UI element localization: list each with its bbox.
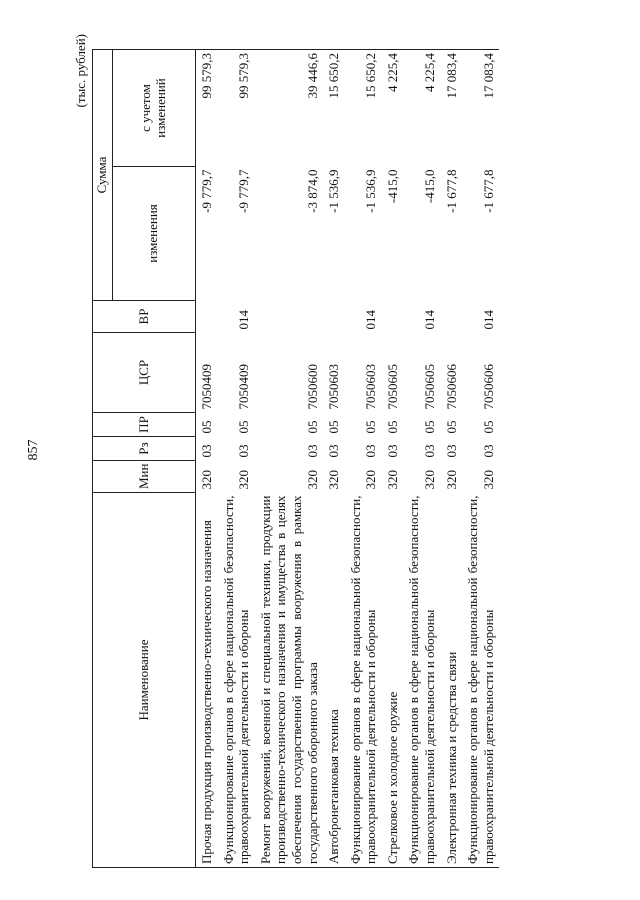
- cell-csr: 7050603: [363, 364, 379, 410]
- cell-with-change: 39 446,6: [255, 50, 323, 167]
- cell-pr: 05: [304, 420, 320, 434]
- cell-pr: 05: [363, 420, 379, 434]
- cell-pr: 05: [422, 420, 438, 434]
- cell-min: 320: [304, 470, 320, 490]
- cell-with-change: 4 225,4: [403, 50, 440, 167]
- cell-with-change: 17 083,4: [441, 50, 463, 167]
- cell-vr: 014: [363, 310, 379, 330]
- cell-change: -1 536,9: [326, 169, 342, 213]
- table-header: [93, 50, 196, 868]
- cell-min: 320: [443, 470, 459, 490]
- budget-table: [92, 49, 499, 868]
- cell-vr: 014: [480, 310, 496, 330]
- cell-name: Функционирование органов в сфере национальной безопасности, правоохранительной деятельности и обороны: [345, 493, 382, 868]
- cell-rz: 03: [480, 444, 496, 458]
- cell-change: -1 677,8: [480, 169, 496, 213]
- table-row: [195, 50, 217, 868]
- cell-change: -1 536,9: [363, 169, 379, 213]
- table-body: [195, 50, 499, 868]
- cell-vr: 014: [236, 310, 252, 330]
- cell-with-change: 15 650,2: [323, 50, 345, 167]
- cell-pr: 05: [443, 420, 459, 434]
- cell-rz: 03: [198, 444, 214, 458]
- cell-csr: 7050606: [443, 364, 459, 410]
- cell-with-change: 99 579,3: [218, 50, 255, 167]
- table-row: [255, 50, 323, 868]
- cell-name: Стрелковое и холодное оружие: [382, 493, 404, 868]
- cell-min: 320: [363, 470, 379, 490]
- header-pr: ПР: [93, 413, 196, 437]
- cell-min: 320: [384, 470, 400, 490]
- cell-pr: 05: [480, 420, 496, 434]
- cell-csr: 7050409: [236, 364, 252, 410]
- header-rz: Рз: [93, 437, 196, 461]
- cell-vr: [255, 301, 323, 333]
- cell-rz: 03: [384, 444, 400, 458]
- cell-change: -9 779,7: [198, 169, 214, 213]
- cell-rz: 03: [422, 444, 438, 458]
- cell-min: 320: [422, 470, 438, 490]
- cell-with-change: 17 083,4: [462, 50, 499, 167]
- cell-pr: 05: [326, 420, 342, 434]
- cell-csr: 7050603: [326, 364, 342, 410]
- cell-vr: [323, 301, 345, 333]
- cell-change: -3 874,0: [304, 169, 320, 213]
- cell-vr: [382, 301, 404, 333]
- cell-change: -415,0: [422, 169, 438, 204]
- cell-name: Прочая продукция производственно-технического назначения: [195, 493, 217, 868]
- header-sum-group: Сумма: [93, 50, 113, 301]
- cell-rz: 03: [443, 444, 459, 458]
- cell-csr: 7050606: [480, 364, 496, 410]
- cell-rz: 03: [304, 444, 320, 458]
- header-with-change: с учетом изменений: [112, 50, 195, 167]
- cell-change: -9 779,7: [236, 169, 252, 213]
- cell-pr: 05: [236, 420, 252, 434]
- header-min: Мин: [93, 461, 196, 493]
- cell-pr: 05: [198, 420, 214, 434]
- cell-with-change: 15 650,2: [345, 50, 382, 167]
- table-row: [462, 50, 499, 868]
- cell-vr: [195, 301, 217, 333]
- table-row: [345, 50, 382, 868]
- cell-min: 320: [236, 470, 252, 490]
- header-change: изменения: [112, 167, 195, 301]
- table-row: [441, 50, 463, 868]
- cell-csr: 7050605: [422, 364, 438, 410]
- cell-name: Функционирование органов в сфере национальной безопасности, правоохранительной деятельности и обороны: [218, 493, 255, 868]
- cell-change: -1 677,8: [443, 169, 459, 213]
- cell-with-change: 4 225,4: [382, 50, 404, 167]
- cell-csr: 7050605: [384, 364, 400, 410]
- cell-rz: 03: [326, 444, 342, 458]
- cell-csr: 7050409: [198, 364, 214, 410]
- cell-pr: 05: [384, 420, 400, 434]
- cell-csr: 7050600: [304, 364, 320, 410]
- cell-name: Функционирование органов в сфере национальной безопасности, правоохранительной деятельности и обороны: [462, 493, 499, 868]
- cell-min: 320: [480, 470, 496, 490]
- unit-note: (тыс. рублей): [73, 34, 88, 108]
- cell-name: Функционирование органов в сфере национальной безопасности, правоохранительной деятельности и обороны: [403, 493, 440, 868]
- cell-change: -415,0: [384, 169, 400, 204]
- table-row: [218, 50, 255, 868]
- cell-vr: 014: [422, 310, 438, 330]
- table-row: [403, 50, 440, 868]
- cell-with-change: 99 579,3: [195, 50, 217, 167]
- cell-min: 320: [198, 470, 214, 490]
- cell-name: Ремонт вооружений, военной и специальной техники, продукции производственно-технического назначения и имущества в целях обеспечения государственной программы вооружения в рамках государственного оборонного заказа: [255, 493, 323, 868]
- header-csr: ЦСР: [93, 333, 196, 413]
- header-vr: ВР: [93, 301, 196, 333]
- page-number: 857: [26, 439, 41, 461]
- cell-min: 320: [326, 470, 342, 490]
- cell-name: Электронная техника и средства связи: [441, 493, 463, 868]
- cell-vr: [441, 301, 463, 333]
- cell-name: Автобронетанковая техника: [323, 493, 345, 868]
- table-row: [323, 50, 345, 868]
- table-row: [382, 50, 404, 868]
- cell-rz: 03: [363, 444, 379, 458]
- header-name: Наименование: [93, 493, 196, 868]
- cell-rz: 03: [236, 444, 252, 458]
